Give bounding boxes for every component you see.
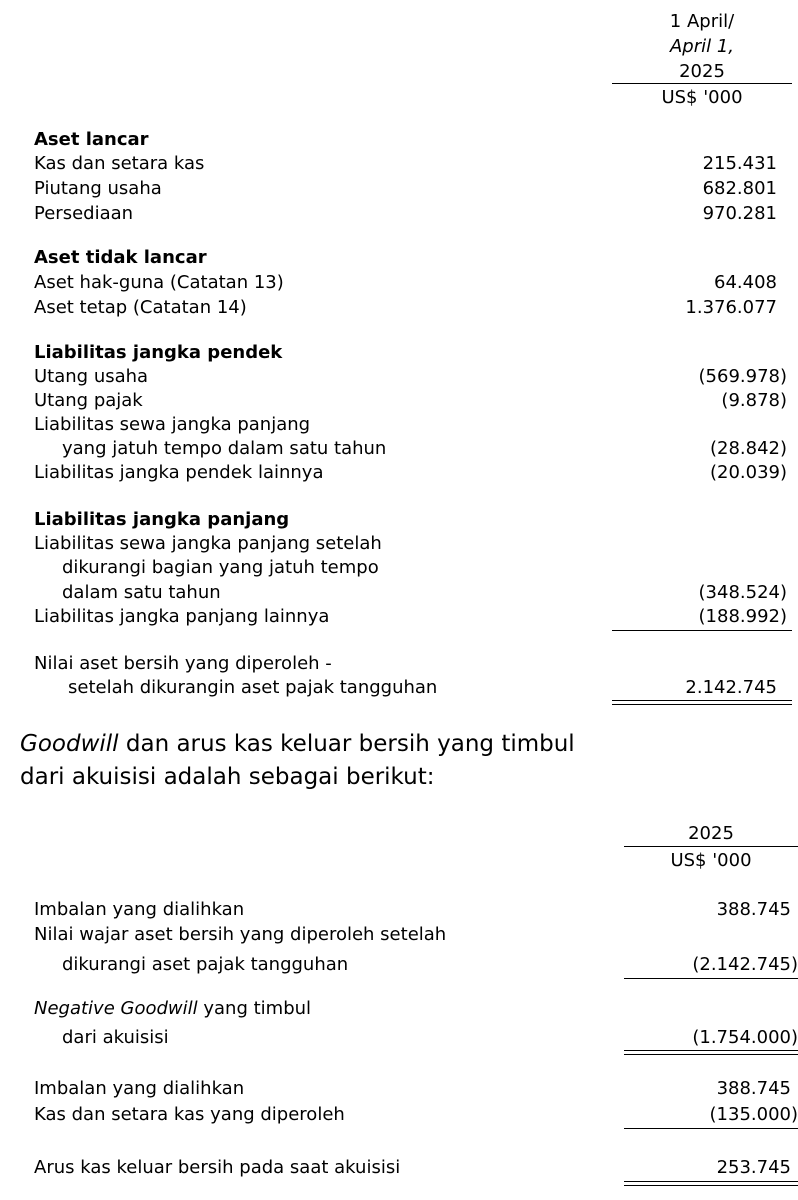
- total-label-continued: setelah dikurangin aset pajak tangguhan: [68, 677, 438, 698]
- row-label: Persediaan: [34, 203, 134, 224]
- row-label-continued: dari akuisisi: [62, 1027, 169, 1048]
- row-label: Aset hak-guna (Catatan 13): [34, 272, 284, 293]
- row-label: Piutang usaha: [34, 178, 162, 199]
- negative-goodwill-text: yang timbul: [197, 998, 312, 1019]
- total-double-rule: [612, 700, 792, 705]
- section-title-liabilitas-pendek: Liabilitas jangka pendek: [34, 342, 283, 363]
- row-value: (28.842): [709, 438, 787, 459]
- negative-goodwill-italic: Negative Goodwill: [34, 998, 198, 1019]
- paragraph-line2: dari akuisisi adalah sebagai berikut:: [20, 764, 435, 790]
- row-value: (2.142.745): [692, 954, 798, 975]
- header-date-line2: April 1,: [669, 36, 735, 57]
- row-value: (9.878): [721, 390, 787, 411]
- row-label-continued: dikurangi bagian yang jatuh tempo: [62, 557, 379, 578]
- table2-header-rule: [624, 846, 798, 847]
- section-title-aset-tidak-lancar: Aset tidak lancar: [34, 247, 207, 268]
- row-label: Aset tetap (Catatan 14): [34, 297, 247, 318]
- row-value: 682.801: [702, 178, 777, 199]
- header-year: 2025: [679, 61, 725, 82]
- row-value: (188.992): [698, 606, 787, 627]
- row-value: (348.524): [698, 582, 787, 603]
- row-value: 253.745: [716, 1157, 791, 1178]
- row-value: (569.978): [698, 366, 787, 387]
- row-label: Nilai wajar aset bersih yang diperoleh setelah: [34, 924, 447, 945]
- table2-header-year: 2025: [688, 823, 734, 844]
- row-label-continued: dalam satu tahun: [62, 582, 221, 603]
- row-value: 1.376.077: [685, 297, 777, 318]
- subtotal-rule: [624, 978, 798, 979]
- row-label: Imbalan yang dialihkan: [34, 899, 245, 920]
- table2-header-unit: US$ '000: [670, 850, 752, 871]
- header-date-line1: 1 April/: [669, 11, 735, 32]
- row-label: Liabilitas sewa jangka panjang setelah: [34, 533, 382, 554]
- row-value: 215.431: [702, 153, 777, 174]
- row-label: Liabilitas jangka pendek lainnya: [34, 462, 324, 483]
- header-unit: US$ '000: [661, 87, 743, 108]
- row-value: (1.754.000): [692, 1027, 798, 1048]
- row-label: Liabilitas sewa jangka panjang: [34, 414, 311, 435]
- row-value: 388.745: [716, 899, 791, 920]
- total-value: 2.142.745: [685, 677, 777, 698]
- row-value: (135.000): [709, 1104, 798, 1125]
- paragraph-italic: Goodwill: [20, 731, 119, 757]
- row-label-continued: dikurangi aset pajak tangguhan: [62, 954, 349, 975]
- row-label: Imbalan yang dialihkan: [34, 1078, 245, 1099]
- row-label: [34, 997, 311, 1021]
- paragraph-line1: [20, 728, 575, 760]
- row-label: Utang pajak: [34, 390, 143, 411]
- row-value: (20.039): [709, 462, 787, 483]
- double-rule: [624, 1050, 798, 1055]
- row-label: Kas dan setara kas: [34, 153, 205, 174]
- section-title-aset-lancar: Aset lancar: [34, 129, 149, 150]
- total-label: Nilai aset bersih yang diperoleh -: [34, 653, 332, 674]
- row-label-continued: yang jatuh tempo dalam satu tahun: [62, 438, 387, 459]
- subtotal-rule: [624, 1128, 798, 1129]
- row-label: Utang usaha: [34, 366, 149, 387]
- row-value: 64.408: [714, 272, 777, 293]
- row-label: Arus kas keluar bersih pada saat akuisisi: [34, 1157, 401, 1178]
- row-label: Kas dan setara kas yang diperoleh: [34, 1104, 345, 1125]
- double-rule: [624, 1181, 798, 1186]
- subtotal-rule: [612, 630, 792, 631]
- paragraph-text: dan arus kas keluar bersih yang timbul: [118, 731, 575, 757]
- row-value: 388.745: [716, 1078, 791, 1099]
- section-title-liabilitas-panjang: Liabilitas jangka panjang: [34, 509, 290, 530]
- row-value: 970.281: [702, 203, 777, 224]
- header-rule: [612, 83, 792, 84]
- row-label: Liabilitas jangka panjang lainnya: [34, 606, 330, 627]
